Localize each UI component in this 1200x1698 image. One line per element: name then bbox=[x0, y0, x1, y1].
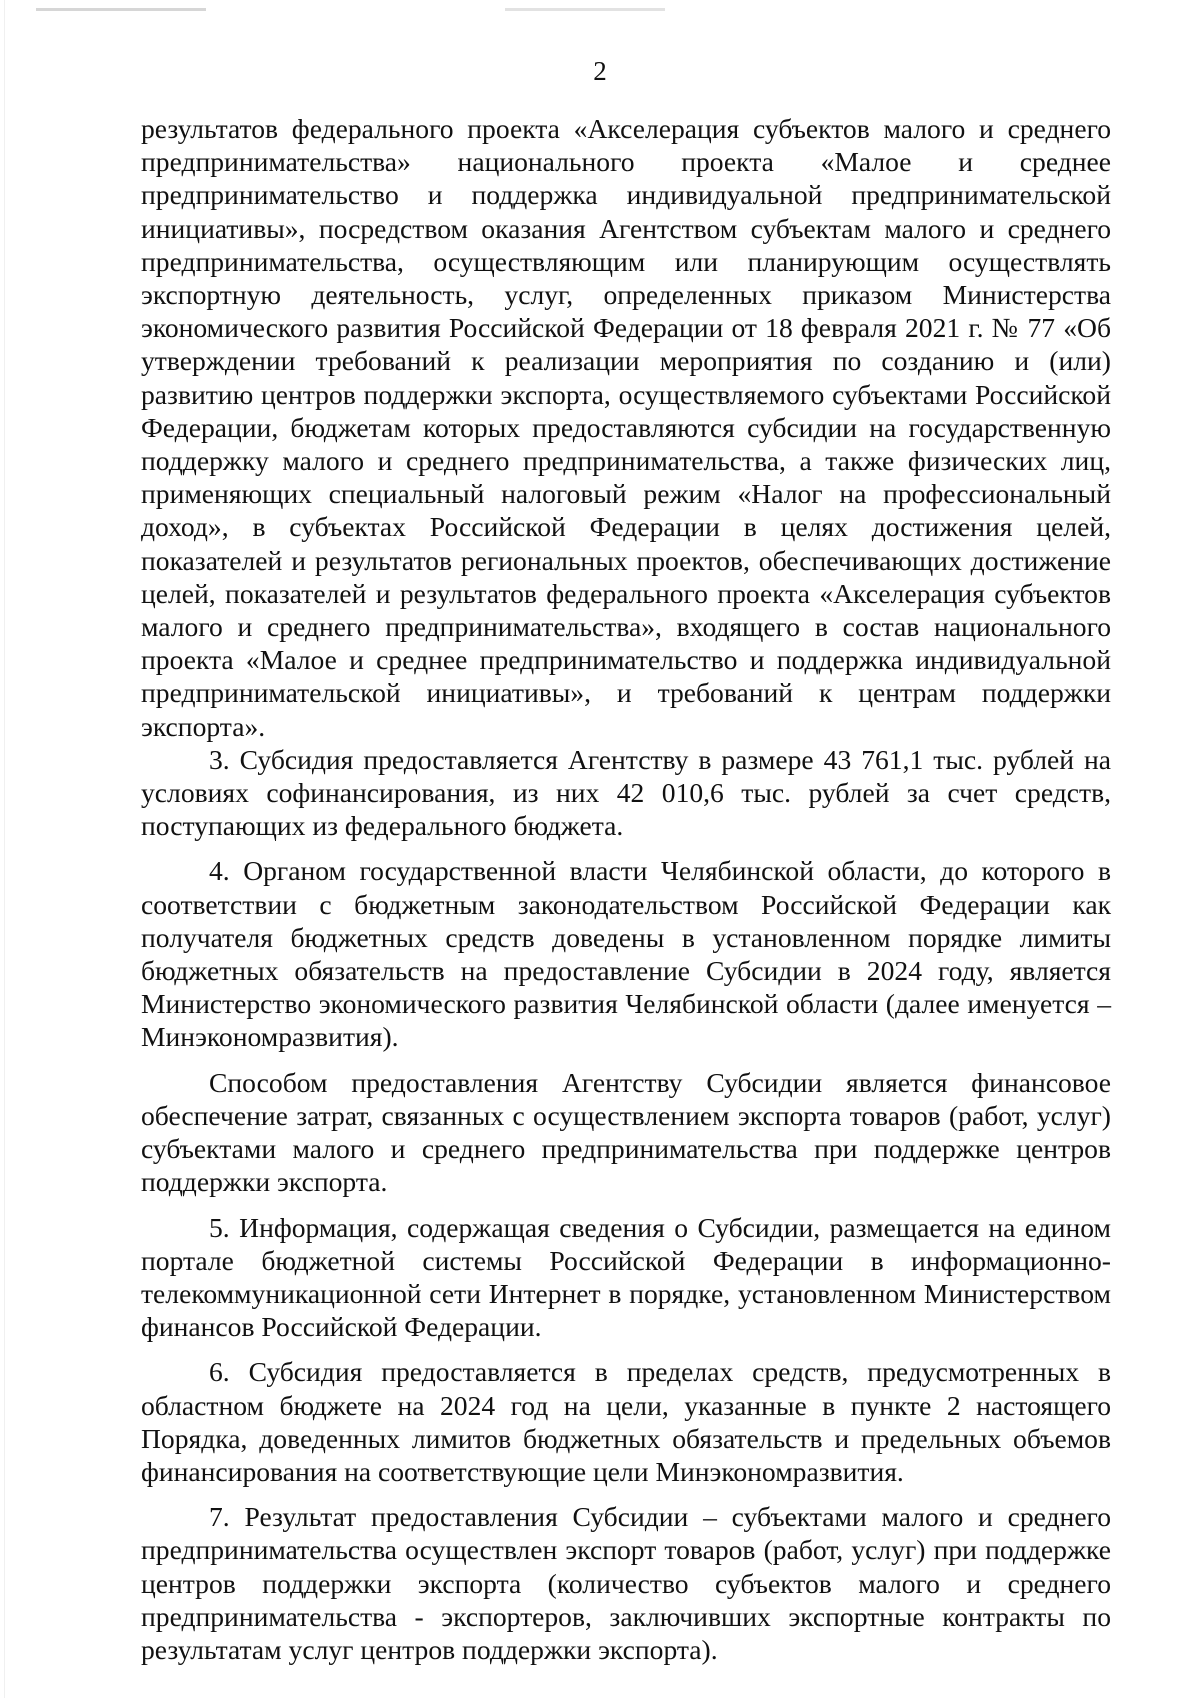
paragraph-item-7: 7. Результат предоставления Субсидии – субъектами малого и среднего предпринимательства осуществлен экспорт товаров (работ, услуг) при поддержке центров поддержки экспорта (количество субъектов малого и среднего предпринимательства - экспортеров, заключивших экспортные контракты по результатам услуг центров поддержки экспорта). bbox=[141, 1501, 1111, 1665]
page-number: 2 bbox=[593, 56, 607, 86]
paragraph-continuation: результатов федерального проекта «Акселерация субъектов малого и среднего предпринимательства» национального проекта «Малое и среднее предпринимательство и поддержка индивидуальной предпринимательской инициативы», посредством оказания Агентством субъектам малого и среднего предпринимательства, осуществляющим или планирующим осуществлять экспортную деятельность, услуг, определенных приказом Министерства экономического развития Российской Федерации от 18 февраля 2021 г. № 77 «Об утверждении требований к реализации мероприятия по созданию и (или) развитию центров поддержки экспорта, осуществляемого субъектами Российской Федерации, бюджетам которых предоставляются субсидии на государственную поддержку малого и среднего предпринимательства, а также физических лиц, применяющих специальный налоговый режим «Налог на профессиональный доход», в субъектах Российской Федерации в целях достижения целей, показателей и результатов региональных проектов, обеспечивающих достижение целей, показателей и результатов федерального проекта «Акселерация субъектов малого и среднего предпринимательства», входящего в состав национального проекта «Малое и среднее предпринимательство и поддержка индивидуальной предпринимательской инициативы», и требований к центрам поддержки экспорта». bbox=[141, 113, 1111, 742]
paragraph-item-3: 3. Субсидия предоставляется Агентству в размере 43 761,1 тыс. рублей на условиях софинансирования, из них 42 010,6 тыс. рублей за счет средств, поступающих из федерального бюджета. bbox=[141, 743, 1111, 842]
paragraph-item-6: 6. Субсидия предоставляется в пределах средств, предусмотренных в областном бюджете на 2024 год на цели, указанные в пункте 2 настоящего Порядка, доведенных лимитов бюджетных обязательств и предельных объемов финансирования на соответствующие цели Минэкономразвития. bbox=[141, 1356, 1111, 1487]
scan-edge-line bbox=[4, 0, 5, 1698]
paragraph-item-4: 4. Органом государственной власти Челябинской области, до которого в соответствии с бюджетным законодательством Российской Федерации как получателя бюджетных средств доведены в установленном порядке лимиты бюджетных обязательств на предоставление Субсидии в 2024 году, является Министерство экономического развития Челябинской области (далее именуется – Минэкономразвития). bbox=[141, 855, 1111, 1053]
scan-artifact-left bbox=[36, 8, 206, 11]
paragraph-subsidy-method: Способом предоставления Агентству Субсидии является финансовое обеспечение затрат, связанных с осуществлением экспорта товаров (работ, услуг) субъектами малого и среднего предпринимательства при поддержке центров поддержки экспорта. bbox=[141, 1066, 1111, 1198]
document-body bbox=[141, 112, 1111, 1666]
paragraph-item-5: 5. Информация, содержащая сведения о Субсидии, размещается на едином портале бюджетной системы Российской Федерации в информационно-телекоммуникационной сети Интернет в порядке, установленном Министерством финансов Российской Федерации. bbox=[141, 1211, 1111, 1343]
scan-artifact-center bbox=[505, 8, 665, 11]
